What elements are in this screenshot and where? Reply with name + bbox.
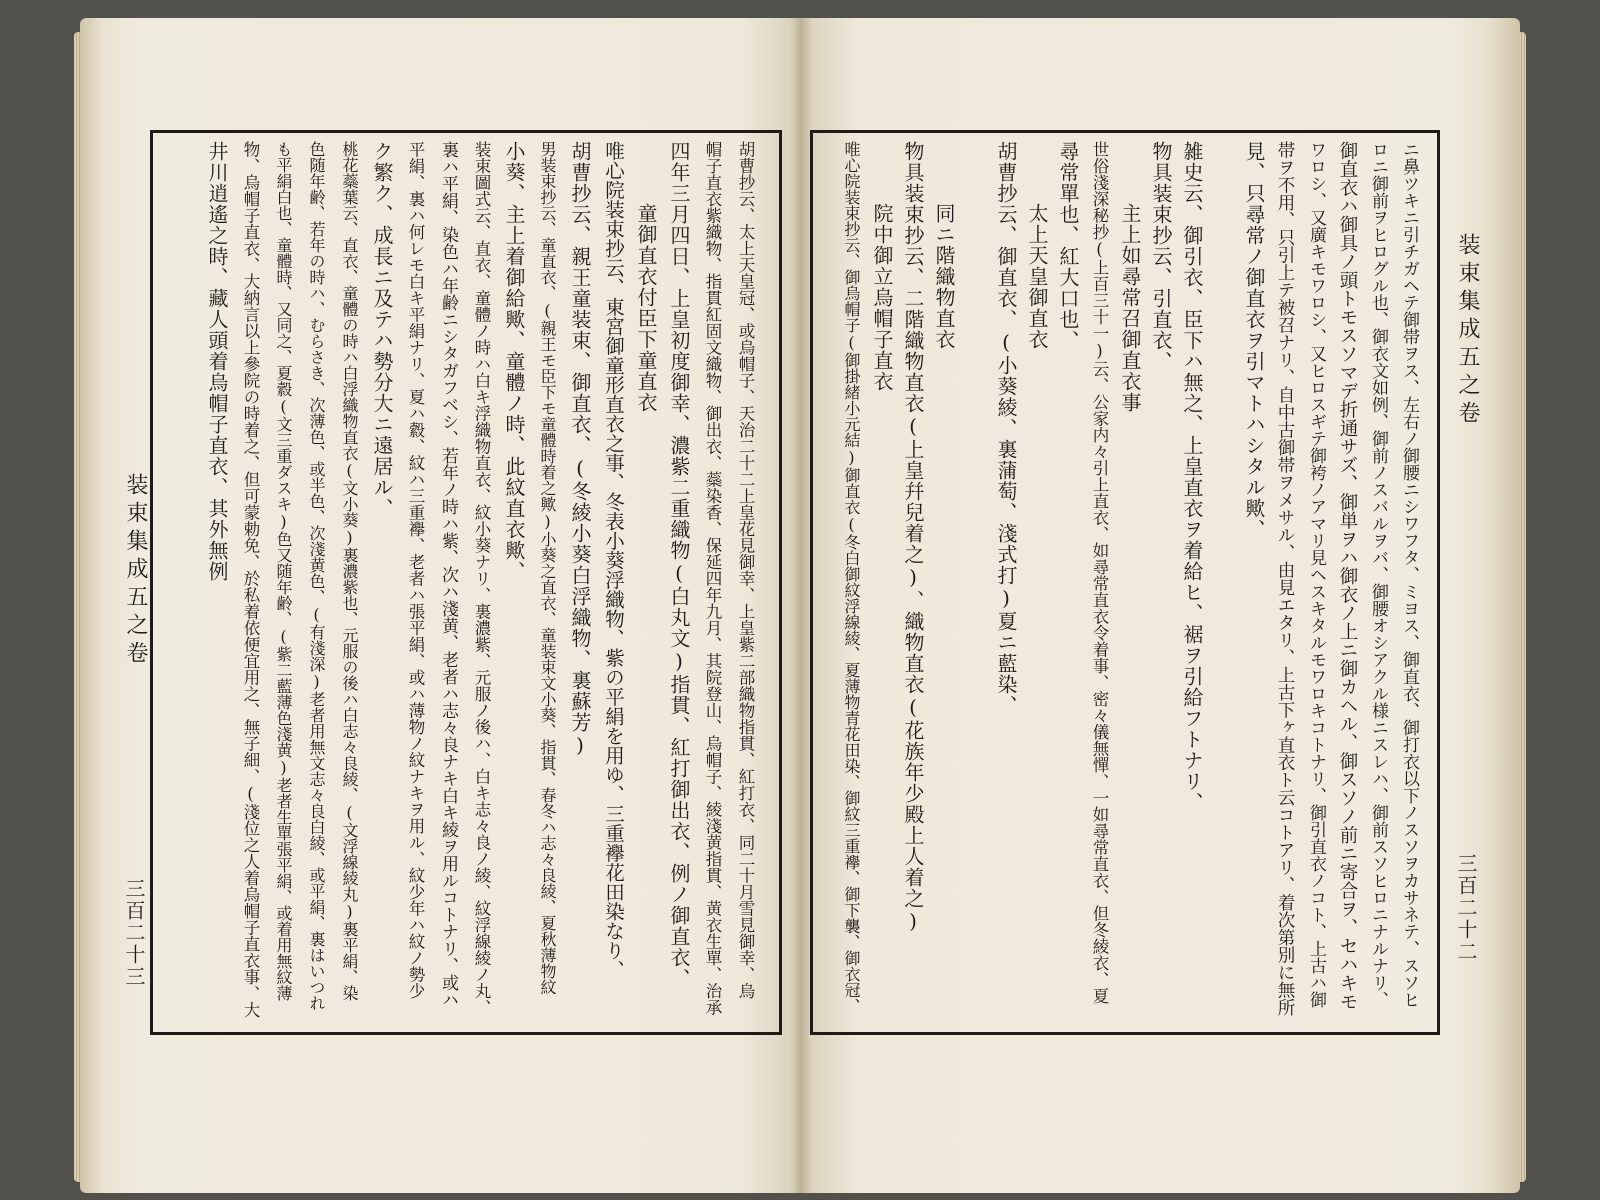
- text-column: 唯心院装束抄云、御烏帽子(御掛緒小元結)御直衣(冬白御紋浮線綾、夏薄物青花田染、御紋三重襷、御下襲、御衣冠、: [842, 141, 861, 1014]
- text-column: ニ鼻ツキニ引チガヘテ御帯ヲス、左右ノ御腰ニシワフタ、ミヨス、御直衣、御打衣以下ノスソヲカサネテ、スソヒ: [1399, 141, 1419, 1008]
- text-column: 物具装束抄云、引直衣、: [1149, 141, 1173, 372]
- open-book: [80, 18, 1520, 1193]
- text-column: 尋常單也、紅大口也、: [1056, 141, 1080, 351]
- section-heading: 太上天皇御直衣: [1025, 203, 1049, 350]
- text-column: 装束圖式云、直衣、童體ノ時ハ白キ浮織物直衣、紋小葵ナリ、裏濃紫、元服ノ後ハ、白キ志々良ノ綾、紋浮線綾ノ丸、: [472, 141, 491, 1016]
- text-column: ロニ御前ヲヒログル也、御衣文如例、御前ノスバルヲバ、御腰オシアクル様ニスレハ、御前スソヒロニナルナリ、: [1368, 141, 1388, 1008]
- text-column: 物、烏帽子直衣、大納言以上參院の時着之、但可蒙勅免、於私着依便宜用之、無子細、(淺位之人着烏帽子直衣事、大: [241, 141, 260, 1018]
- left-text-frame: [150, 130, 782, 1035]
- section-heading: 同ニ階織物直衣: [932, 203, 956, 350]
- right-text-frame: [810, 130, 1440, 1035]
- text-column: 裏ハ平絹、染色ハ年齢ニシタガフベシ、若年ノ時ハ紫、次ハ淺黄、老者ハ志々良ナキ白キ綾ヲ用ルコトナリ、或ハ: [438, 141, 458, 1008]
- text-column: 胡曹抄云、親王童装束、御直衣、(冬綾小葵白浮織物、裏蘇芳): [568, 141, 592, 758]
- text-column: 平絹、裏ハ何レモ白キ平絹ナリ、夏ハ縠、紋ハ三重襷、老者ハ張平絹、或ハ薄物ノ紋ナキヲ用ル、紋少年ハ紋ノ勢少: [406, 141, 425, 999]
- left-page-folio: 三百二十三: [122, 878, 146, 988]
- left-page: [80, 18, 800, 1193]
- right-page-header: 装束集成五之卷: [1455, 233, 1480, 429]
- text-column: も平絹白也、童體時、又同之、夏縠(文三重ダスキ)色又随年齢、(紫二藍薄色淺黄)老者生單張平絹、或着用無紋薄: [274, 141, 293, 1001]
- text-column: 胡曹抄云、御直衣、(小葵綾、裏蒲萄、淺式打)夏ニ藍染、: [994, 141, 1018, 716]
- text-column: 帽子直衣紫織物、指貫紅固文織物、御出衣、蘂染香、保延四年九月、其院登山、烏帽子、綾淺黄指貫、黄衣生單、治承: [703, 141, 722, 1016]
- section-heading: 童御直衣付臣下童直衣: [634, 203, 658, 413]
- section-heading: 主上如尋常召御直衣事: [1118, 203, 1142, 413]
- left-page-header: 装束集成五之卷: [123, 473, 148, 669]
- text-column: ク繁ク、成長ニ及テハ勢分大ニ遠居ル、: [370, 141, 394, 519]
- text-column: 世俗淺深秘抄(上百三十一)云、公家内々引上直衣、如尋常直衣令着事、密々儀無憚、一如尋常直衣、但冬綾衣、夏: [1090, 141, 1109, 1004]
- text-column: 帯ヲ不用、只引上テ被召ナリ、自中古御帯ヲメサル、由見エタリ、上古下ヶ直衣ト云コトアリ、着次第別に無所: [1275, 141, 1295, 1016]
- text-column: 唯心院装束抄云、東宮御童形直衣之事、冬表小葵浮織物、紫の平絹を用ゆ、三重襷花田染なり、: [602, 141, 625, 980]
- text-column: 小葵、主上着御給歟、童體ノ時、此紋直衣歟、: [502, 141, 526, 582]
- text-column: 四年三月四日、上皇初度御幸、濃紫二重織物(白丸文)指貫、紅打御出衣、例ノ御直衣、: [667, 141, 691, 989]
- text-column: 色随年齢、若年の時ハ、むらさき、次薄色、或半色、次淺黄色、(有淺深)老者用無文志々良白綾、或平絹、裏はいつれ: [307, 141, 326, 1011]
- right-page: [800, 18, 1520, 1193]
- text-column: 桃花蘂葉云、直衣、童體の時ハ白浮織物直衣(文小葵)裏濃紫也、元服の後ハ白志々良綾、(文浮線綾丸)裏平絹、染: [340, 141, 359, 1001]
- right-page-folio: 三百二十二: [1454, 853, 1478, 963]
- text-column: 井川逍遙之時、藏人頭着烏帽子直衣、其外無例: [205, 141, 229, 582]
- text-column: 見、只尋常ノ御直衣ヲ引マトハシタル歟、: [1242, 141, 1266, 540]
- text-column: 御直衣ハ御具ノ頭トモスソマデ折通サズ、御単ヲハ御衣ノ上ニ御カヘル、御スソノ前ニ寄合ヲ、セハキモ: [1337, 141, 1358, 1011]
- text-column: 男装束抄云、童直衣、(親王モ臣下モ童體時着之歟)小葵之直衣、童装束文小葵、指貫、春冬ハ志々良綾、夏秋薄物紋: [538, 141, 557, 995]
- text-column: 胡曹抄云、太上天皇冠、或烏帽子、天治二十二上皇花見御幸、上皇紫二部織物指貫、紅打衣、同二十月雪見御幸、烏: [736, 141, 755, 999]
- section-heading: 院中御立烏帽子直衣: [870, 203, 894, 392]
- text-column: 物具装束抄云、二階織物直衣(上皇幷兒着之)、織物直衣(花族年少殿上人着之): [901, 141, 925, 934]
- text-column: ワロシ、又廣キモワロシ、又ヒロスギテ御袴ノアマリ見ヘスキタルモワロキコトナリ、御引直衣ノコト、上古ハ御: [1306, 141, 1326, 1008]
- text-column: 雑史云、御引衣、臣下ハ無之、上皇直衣ヲ着給ヒ、裾ヲ引給フトナリ、: [1180, 141, 1204, 813]
